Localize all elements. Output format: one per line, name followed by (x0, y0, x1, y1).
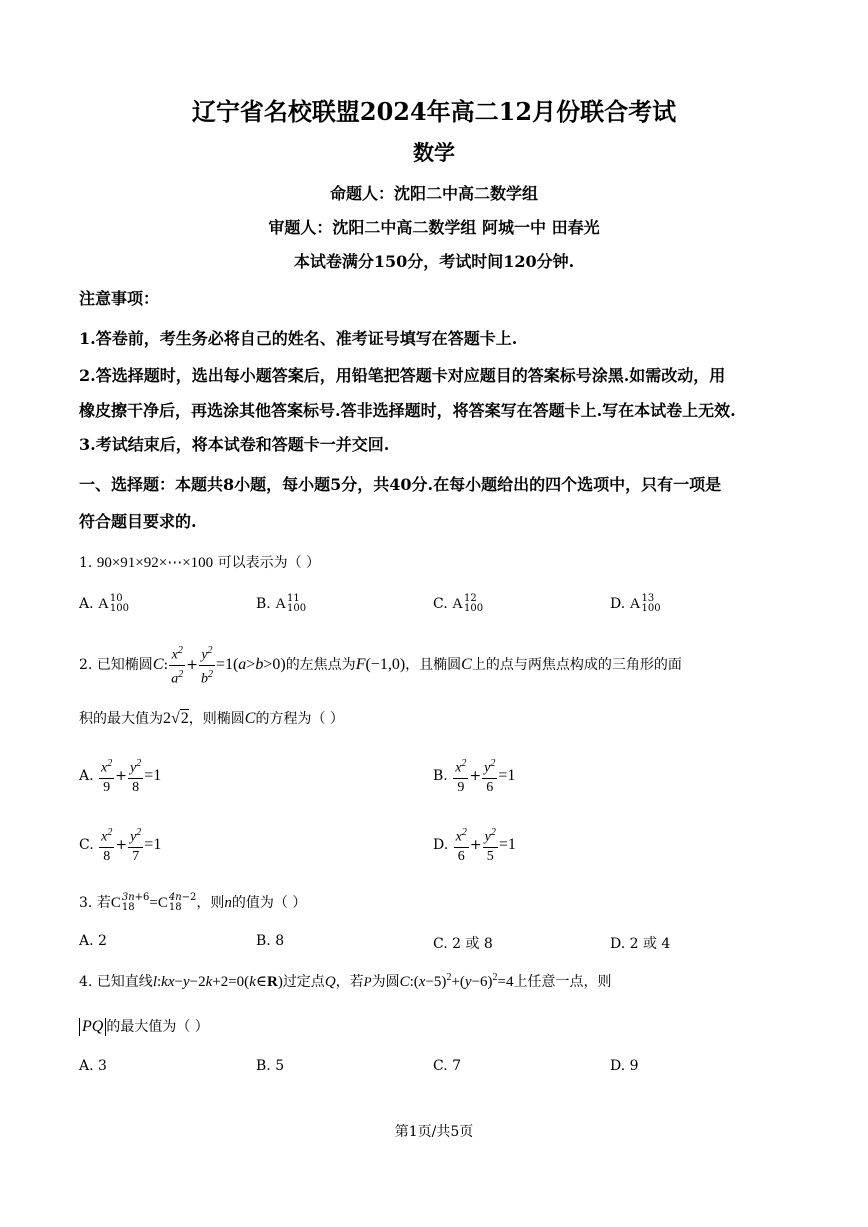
q4-option-c[interactable]: C. 7 (433, 1058, 462, 1074)
question-2: 2. 已知椭圆C: $\frac{x^2}{a^2}$ + $\frac{y^2}{b^2}$ =1(a>b>0)的左焦点为F(−1,0)，且椭圆C上的点与两焦点构成的三角形的面 (79, 642, 682, 688)
q3-option-b[interactable]: B. 8 (256, 933, 285, 949)
q1-option-b[interactable]: B. A 11 100 (256, 593, 307, 614)
exam-reviewer: 审题人：沈阳二中高二数学组 阿城一中 田春光 (268, 218, 600, 237)
q4-option-a[interactable]: A. 3 (79, 1058, 107, 1074)
section-heading-b: 符合题目要求的. (79, 512, 197, 531)
question-2-cont: 积的最大值为2√2，则椭圆C的方程为（ ） (79, 710, 344, 727)
q2-option-c[interactable]: C. $\frac{x^2}{8}$ + $\frac{y^2}{7}$ =1 (79, 824, 161, 866)
q1-option-d[interactable]: D. A 13 100 (610, 593, 661, 614)
question-number: 1. (79, 555, 93, 571)
notice-item-2a: 2.答选择题时，选出每小题答案后，用铅笔把答题卡对应题目的答案标号涂黑.如需改动，用 (79, 366, 726, 385)
notice-item-1: 1.答卷前，考生务必将自己的姓名、准考证号填写在答题卡上. (79, 329, 518, 348)
q2-option-a[interactable]: A. $\frac{x^2}{9}$ + $\frac{y^2}{8}$ =1 (79, 755, 161, 797)
exam-subject: 数学 (413, 140, 455, 165)
notice-heading: 注意事项： (79, 289, 160, 308)
q3-option-c[interactable]: C. 2 或 8 (433, 936, 493, 952)
q3-option-d[interactable]: D. 2 或 4 (610, 936, 671, 952)
section-heading-a: 一、选择题：本题共8小题，每小题5分，共40分.在每小题给出的四个选项中，只有一项是 (79, 475, 722, 494)
q4-option-d[interactable]: D. 9 (610, 1058, 639, 1074)
question-3: 3. 若C 3n+6 18 =C 4n−2 18 ，则n的值为（ ） (79, 892, 307, 913)
question-4-cont: PQ 的最大值为（ ） (79, 1016, 209, 1036)
q4-option-b[interactable]: B. 5 (256, 1058, 285, 1074)
q2-option-b[interactable]: B. $\frac{x^2}{9}$ + $\frac{y^2}{6}$ =1 (433, 755, 515, 797)
q1-text: 可以表示为（ ） (217, 555, 321, 571)
notice-item-3: 3.考试结束后，将本试卷和答题卡一并交回. (79, 435, 390, 454)
exam-score-time: 本试卷满分150分，考试时间120分钟. (293, 252, 575, 271)
q2-option-d[interactable]: D. $\frac{x^2}{6}$ + $\frac{y^2}{5}$ =1 (433, 824, 516, 866)
q3-option-a[interactable]: A. 2 (79, 933, 107, 949)
question-4: 4. 已知直线l:kx−y−2k+2=0(k∈R)过定点Q，若P为圆$C:(x-5)^2+(y-6)^2=4$上任意一点，则 (79, 972, 612, 990)
notice-item-2b: 橡皮擦干净后，再选涂其他答案标号.答非选择题时，将答案写在答题卡上.写在本试卷上无效. (79, 401, 736, 420)
exam-title: 辽宁省名校联盟2024年高二12月份联合考试 (191, 97, 677, 126)
question-1 (79, 552, 320, 572)
q1-option-c[interactable]: C. A 12 100 (433, 593, 484, 614)
exam-author: 命题人：沈阳二中高二数学组 (329, 184, 538, 203)
q1-option-a[interactable]: A. A 10 100 (79, 593, 129, 614)
q1-expression: 90×91×92×⋯×100 (96, 555, 214, 571)
page-footer: 第1页/共5页 (394, 1124, 474, 1140)
